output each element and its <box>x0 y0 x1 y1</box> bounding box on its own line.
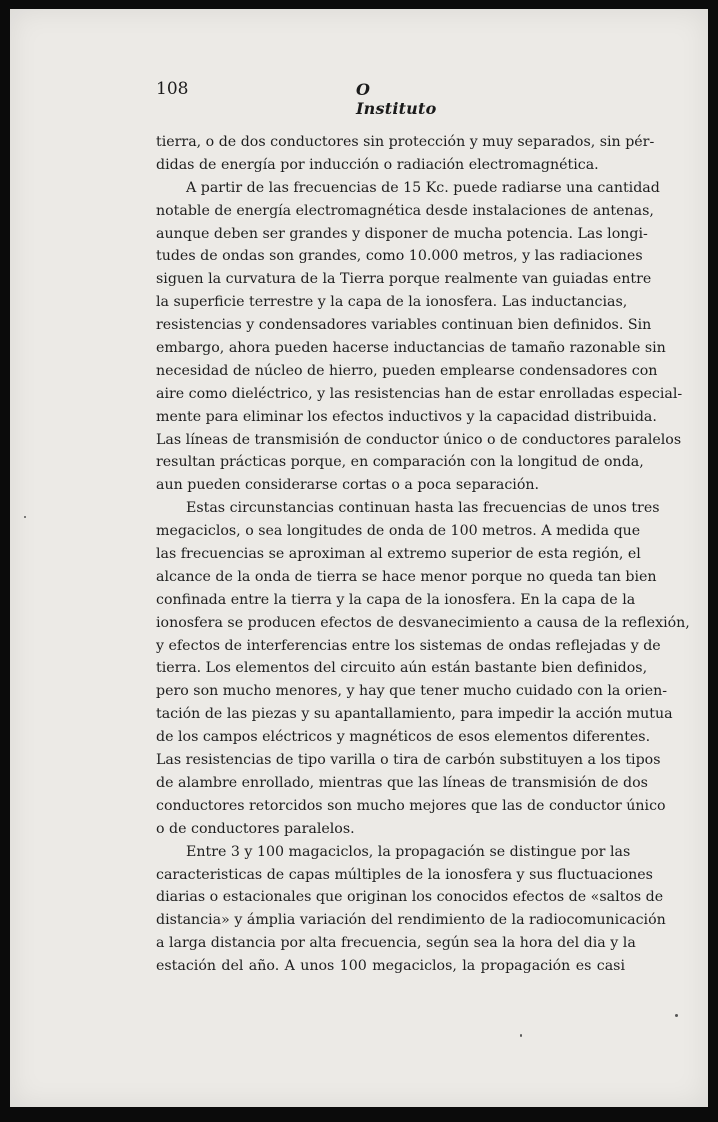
text-line: confinada entre la tierra y la capa de la ionosfera. En la capa de la <box>156 591 636 608</box>
body-text <box>156 131 690 978</box>
running-title: O Instituto <box>356 80 437 118</box>
text-line: de alambre enrollado, mientras que las líneas de transmisión de dos <box>156 774 648 791</box>
text-line: resistencias y condensadores variables continuan bien definidos. Sin <box>156 317 652 334</box>
text-line: didas de energía por inducción o radiación electromagnética. <box>156 156 599 173</box>
text-line: caracteristicas de capas múltiples de la ionosfera y sus fluctuaciones <box>156 866 653 883</box>
text-line: tierra, o de dos conductores sin protección y muy separados, sin pér- <box>156 134 655 150</box>
text-line: megaciclos, o sea longitudes de onda de 100 metros. A medida que <box>156 523 641 540</box>
text-line: necesidad de núcleo de hierro, pueden emplearse condensadores con <box>156 362 658 379</box>
paragraph <box>156 841 666 978</box>
text-line: Las líneas de transmisión de conductor único o de conductores paralelos <box>156 431 682 448</box>
text-line: pero son mucho menores, y hay que tener mucho cuidado con la orien- <box>156 683 668 700</box>
text-line: tudes de ondas son grandes, como 10.000 metros, y las radiaciones <box>156 248 643 265</box>
text-line: siguen la curvatura de la Tierra porque realmente van guiadas entre <box>156 271 652 288</box>
text-line: las frecuencias se aproximan al extremo superior de esta región, el <box>156 546 641 563</box>
scan-speck <box>24 516 26 518</box>
text-line: diarias o estacionales que originan los conocidos efectos de «saltos de <box>156 889 664 906</box>
text-line: resultan prácticas porque, en comparación con la longitud de onda, <box>156 454 644 471</box>
text-line: embargo, ahora pueden hacerse inductancias de tamaño razonable sin <box>156 340 666 357</box>
text-line: A partir de las frecuencias de 15 Kc. puede radiarse una cantidad <box>186 179 660 196</box>
text-line: alcance de la onda de tierra se hace menor porque no queda tan bien <box>156 568 657 585</box>
text-line: distancia» y ámplia variación del rendimiento de la radiocomunicación <box>156 912 666 929</box>
paragraph <box>156 177 683 497</box>
text-line: conductores retorcidos son mucho mejores que las de conductor único <box>156 797 666 814</box>
text-line: notable de energía electromagnética desde instalaciones de antenas, <box>156 202 654 219</box>
text-line: Entre 3 y 100 magaciclos, la propagación se distingue por las <box>186 843 631 860</box>
scan-speck <box>520 1034 522 1037</box>
text-line: estación del año. A unos 100 megaciclos, la propagación es casi <box>156 958 625 975</box>
text-line: mente para eliminar los efectos inductivos y la capacidad distribuida. <box>156 408 657 425</box>
text-line: o de conductores paralelos. <box>156 820 355 837</box>
paragraph <box>156 497 690 840</box>
text-line: Las resistencias de tipo varilla o tira de carbón substituyen a los tipos <box>156 752 661 769</box>
text-line: de los campos eléctricos y magnéticos de esos elementos diferentes. <box>156 729 651 746</box>
scan-speck <box>675 1014 678 1017</box>
text-line: y efectos de interferencias entre los sistemas de ondas reflejadas y de <box>156 637 661 654</box>
paragraph <box>156 131 655 177</box>
text-line: tierra. Los elementos del circuito aún están bastante bien definidos, <box>156 660 648 677</box>
text-line: aire como dieléctrico, y las resistencias han de estar enrolladas especial- <box>156 385 683 402</box>
text-line: a larga distancia por alta frecuencia, según sea la hora del dia y la <box>156 935 636 952</box>
text-line: la superficie terrestre y la capa de la ionosfera. Las inductancias, <box>156 294 628 311</box>
text-line: tación de las piezas y su apantallamiento, para impedir la acción mutua <box>156 706 673 723</box>
text-line: ionosfera se producen efectos de desvanecimiento a causa de la reflexión, <box>156 614 690 631</box>
page-header <box>156 79 456 118</box>
text-line: aunque deben ser grandes y disponer de mucha potencia. Las longi- <box>156 225 648 242</box>
text-line: aun pueden considerarse cortas o a poca separación. <box>156 477 540 494</box>
page-number: 108 <box>156 79 189 99</box>
text-line: Estas circunstancias continuan hasta las frecuencias de unos tres <box>186 500 660 517</box>
